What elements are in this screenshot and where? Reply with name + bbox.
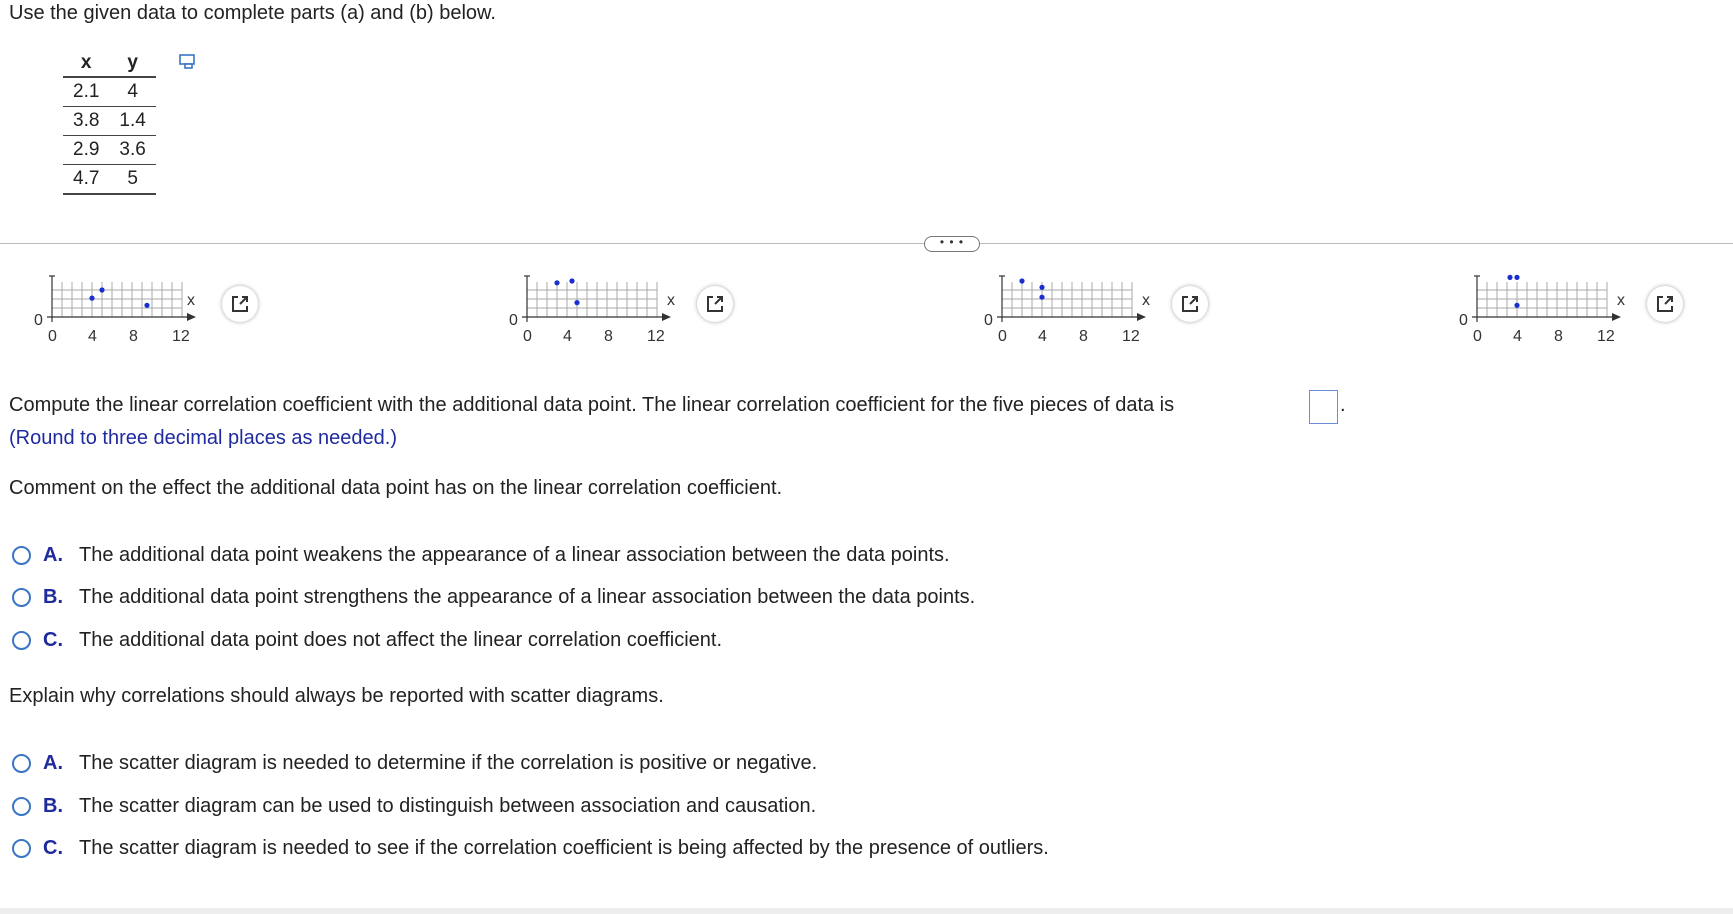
question-period: . — [1340, 394, 1346, 416]
table-row — [63, 107, 156, 136]
x-axis-label: x — [1617, 292, 1625, 309]
option-explain-c[interactable] — [12, 834, 1049, 862]
x-axis-label: x — [187, 292, 195, 309]
y-zero-label: 0 — [34, 312, 43, 329]
option-letter: B. — [43, 585, 63, 608]
radio-button[interactable] — [12, 754, 31, 773]
y-zero-label: 0 — [984, 312, 993, 329]
popout-button[interactable] — [1172, 286, 1208, 322]
instructions: Use the given data to complete parts (a) and (b) below. — [9, 2, 496, 24]
option-letter: C. — [43, 836, 63, 859]
tick-8: 8 — [1554, 328, 1563, 345]
radio-button[interactable] — [12, 839, 31, 858]
question-correlation: Compute the linear correlation coefficient with the additional data point. The linear correlation coefficient for the five pieces of data is — [9, 394, 1175, 416]
data-point — [1507, 275, 1512, 280]
external-link-icon — [230, 294, 250, 314]
cell-x: 2.1 — [63, 77, 109, 107]
tick-0: 0 — [1473, 328, 1482, 345]
tick-4: 4 — [563, 328, 572, 345]
option-letter: B. — [43, 794, 63, 817]
radio-button[interactable] — [12, 588, 31, 607]
graph-option-4 — [1457, 272, 1697, 352]
cell-x: 4.7 — [63, 165, 109, 195]
tick-12: 12 — [172, 328, 190, 345]
data-point — [1514, 275, 1519, 280]
option-explain-b[interactable] — [12, 792, 816, 820]
copy-data-icon[interactable] — [179, 54, 197, 70]
external-link-icon — [705, 294, 725, 314]
data-point — [574, 300, 579, 305]
data-point — [1514, 303, 1519, 308]
option-text: The scatter diagram can be used to distinguish between association and causation. — [79, 794, 817, 817]
x-axis-label: x — [1142, 292, 1150, 309]
graph-option-2 — [507, 272, 747, 352]
option-effect-a[interactable] — [12, 541, 950, 569]
cell-y: 5 — [109, 165, 155, 195]
table-row — [63, 77, 156, 107]
tick-8: 8 — [129, 328, 138, 345]
data-point — [1019, 278, 1024, 283]
y-zero-label: 0 — [509, 312, 518, 329]
header-x: x — [63, 50, 109, 77]
tick-4: 4 — [88, 328, 97, 345]
option-text: The additional data point weakens the appearance of a linear association between the data points. — [79, 543, 950, 566]
data-point — [89, 296, 94, 301]
graph-option-3 — [982, 272, 1222, 352]
option-text: The additional data point strengthens the appearance of a linear association between the data points. — [79, 585, 976, 608]
external-link-icon — [1655, 294, 1675, 314]
option-explain-a[interactable] — [12, 749, 817, 777]
option-letter: C. — [43, 628, 63, 651]
option-effect-c[interactable] — [12, 626, 722, 654]
graph-option-1 — [32, 272, 272, 352]
external-link-icon — [1180, 294, 1200, 314]
option-text: The scatter diagram is needed to determine if the correlation is positive or negative. — [79, 751, 818, 774]
section-divider — [0, 243, 1733, 244]
popout-button[interactable] — [222, 286, 258, 322]
tick-8: 8 — [1079, 328, 1088, 345]
tick-12: 12 — [647, 328, 665, 345]
question-explain: Explain why correlations should always be reported with scatter diagrams. — [9, 685, 664, 707]
table-row — [63, 165, 156, 195]
data-point — [1039, 285, 1044, 290]
cell-y: 1.4 — [109, 107, 155, 136]
option-letter: A. — [43, 751, 63, 774]
tick-8: 8 — [604, 328, 613, 345]
round-note: (Round to three decimal places as needed.) — [9, 427, 398, 449]
x-axis-arrow — [187, 313, 196, 321]
cell-y: 3.6 — [109, 136, 155, 165]
option-effect-b[interactable] — [12, 583, 975, 611]
popout-button[interactable] — [1647, 286, 1683, 322]
cell-x: 3.8 — [63, 107, 109, 136]
correlation-answer-input[interactable] — [1309, 390, 1338, 424]
option-text: The additional data point does not affect the linear correlation coefficient. — [79, 628, 723, 651]
tick-0: 0 — [523, 328, 532, 345]
cell-y: 4 — [109, 77, 155, 107]
data-point — [1039, 295, 1044, 300]
radio-button[interactable] — [12, 631, 31, 650]
cell-x: 2.9 — [63, 136, 109, 165]
tick-4: 4 — [1513, 328, 1522, 345]
x-axis-arrow — [1137, 313, 1146, 321]
radio-button[interactable] — [12, 797, 31, 816]
tick-12: 12 — [1597, 328, 1615, 345]
tick-0: 0 — [998, 328, 1007, 345]
tick-4: 4 — [1038, 328, 1047, 345]
tick-0: 0 — [48, 328, 57, 345]
popout-button[interactable] — [697, 286, 733, 322]
option-letter: A. — [43, 543, 63, 566]
radio-button[interactable] — [12, 546, 31, 565]
bottom-bar — [0, 908, 1733, 914]
header-y: y — [109, 50, 155, 77]
x-axis-label: x — [667, 292, 675, 309]
y-zero-label: 0 — [1459, 312, 1468, 329]
question-effect: Comment on the effect the additional data point has on the linear correlation coefficient. — [9, 477, 783, 499]
table-row — [63, 136, 156, 165]
data-point — [144, 303, 149, 308]
data-point — [554, 280, 559, 285]
data-point — [99, 287, 104, 292]
x-axis-arrow — [662, 313, 671, 321]
data-table — [63, 50, 156, 195]
data-point — [569, 278, 574, 283]
option-text: The scatter diagram is needed to see if the correlation coefficient is being affected by the presence of outliers. — [79, 836, 1049, 859]
x-axis-arrow — [1612, 313, 1621, 321]
tick-12: 12 — [1122, 328, 1140, 345]
expand-more-button[interactable]: • • • — [924, 236, 980, 252]
